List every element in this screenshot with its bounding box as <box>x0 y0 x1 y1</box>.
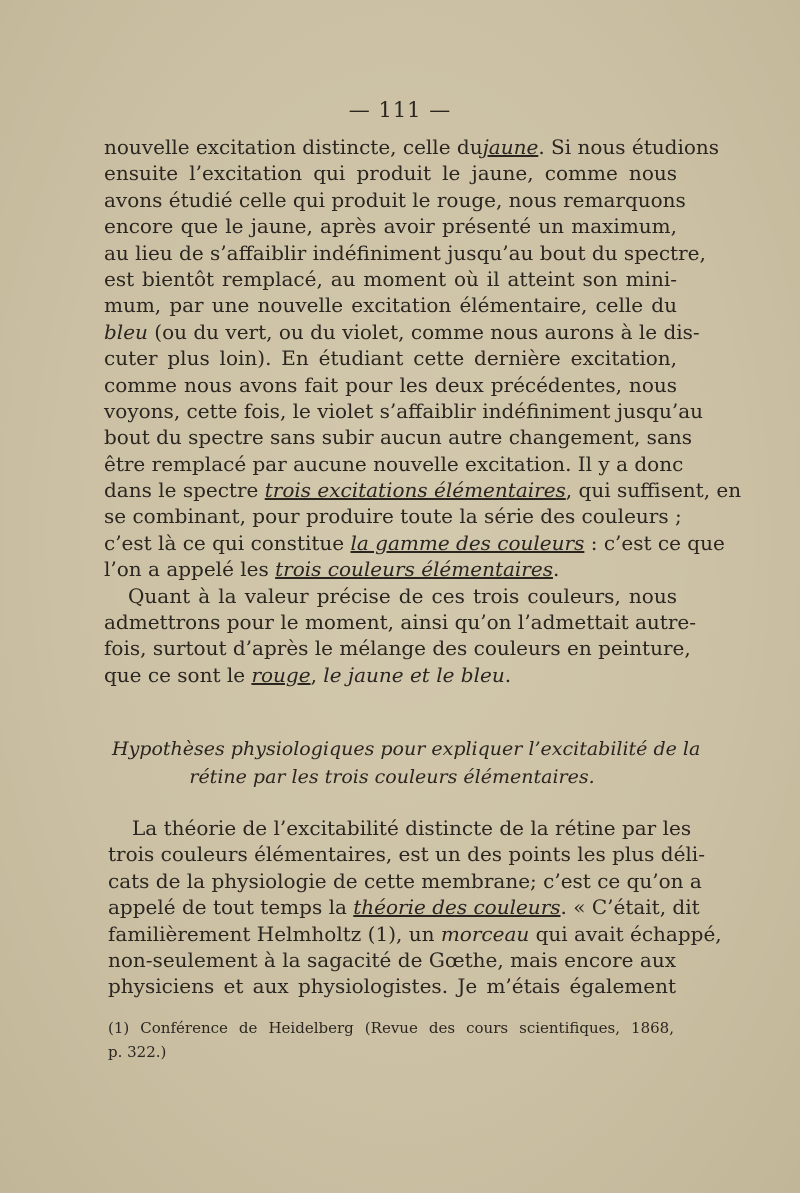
text-line: que ce sont le rouge, le jaune et le bleu. <box>104 662 512 687</box>
paragraph-1 <box>104 134 742 688</box>
text-line: est bientôt remplacé, au moment où il atteint son mini- <box>104 266 677 291</box>
text-line: La théorie de l’excitabilité distincte de la rétine par les <box>132 816 692 840</box>
text-line: trois couleurs élémentaires, est un des points les plus déli- <box>108 842 705 867</box>
text-line: non-seulement à la sagacité de Gœthe, mais encore aux <box>108 947 676 972</box>
text-line: comme nous avons fait pour les deux précédentes, nous <box>104 372 677 397</box>
section-heading <box>112 735 701 791</box>
text-line: ensuite l’excitation qui produit le jaune, comme nous <box>104 161 677 186</box>
text-line: c’est là ce qui constitue la gamme des couleurs : c’est ce que <box>104 530 725 555</box>
footnote <box>108 1016 674 1064</box>
footnote-line: (1) Conférence de Heidelberg (Revue des cours scientifiques, 1868, <box>108 1019 674 1037</box>
text-line: avons étudié celle qui produit le rouge, nous remarquons <box>104 187 686 212</box>
text-line: au lieu de s’affaiblir indéfiniment jusqu’au bout du spectre, <box>104 240 706 265</box>
text-line: mum, par une nouvelle excitation élémentaire, celle du <box>104 293 677 318</box>
text-line: encore que le jaune, après avoir présenté un maximum, <box>104 214 677 239</box>
page-number: — 111 — <box>348 98 452 122</box>
text-line: cats de la physiologie de cette membrane; c’est ce qu’on a <box>108 868 702 893</box>
heading-line: Hypothèses physiologiques pour expliquer l’excitabilité de la <box>112 738 701 760</box>
text-line: bout du spectre sans subir aucun autre changement, sans <box>104 425 693 450</box>
text-line: être remplacé par aucune nouvelle excitation. Il y a donc <box>104 451 684 476</box>
text-line: nouvelle excitation distincte, celle dujaune. Si nous étudions <box>104 135 720 159</box>
text-line: Quant à la valeur précise de ces trois couleurs, nous <box>128 583 677 608</box>
text-line: appelé de tout temps la théorie des couleurs. « C’était, dit <box>108 895 700 920</box>
text-line: se combinant, pour produire toute la série des couleurs ; <box>104 504 682 529</box>
footnote-line: p. 322.) <box>108 1043 167 1061</box>
text-line: dans le spectre trois excitations élémentaires, qui suffisent, en <box>104 478 742 503</box>
text-line: bleu (ou du vert, ou du violet, comme nous aurons à le dis- <box>104 319 700 344</box>
text-line: cuter plus loin). En étudiant cette dernière excitation, <box>104 346 677 371</box>
text-line: l’on a appelé les trois couleurs élémentaires. <box>104 557 560 582</box>
text-line: admettrons pour le moment, ainsi qu’on l’admettait autre- <box>104 610 696 635</box>
text-line: physiciens et aux physiologistes. Je m’étais également <box>108 974 676 999</box>
text-line: familièrement Helmholtz (1), un morceau qui avait échappé, <box>108 921 722 946</box>
text-line: fois, surtout d’après le mélange des couleurs en peinture, <box>104 636 691 661</box>
text-line: voyons, cette fois, le violet s’affaiblir indéfiniment jusqu’au <box>104 398 704 423</box>
paragraph-3 <box>108 815 722 1000</box>
heading-line: rétine par les trois couleurs élémentaires. <box>189 766 595 788</box>
